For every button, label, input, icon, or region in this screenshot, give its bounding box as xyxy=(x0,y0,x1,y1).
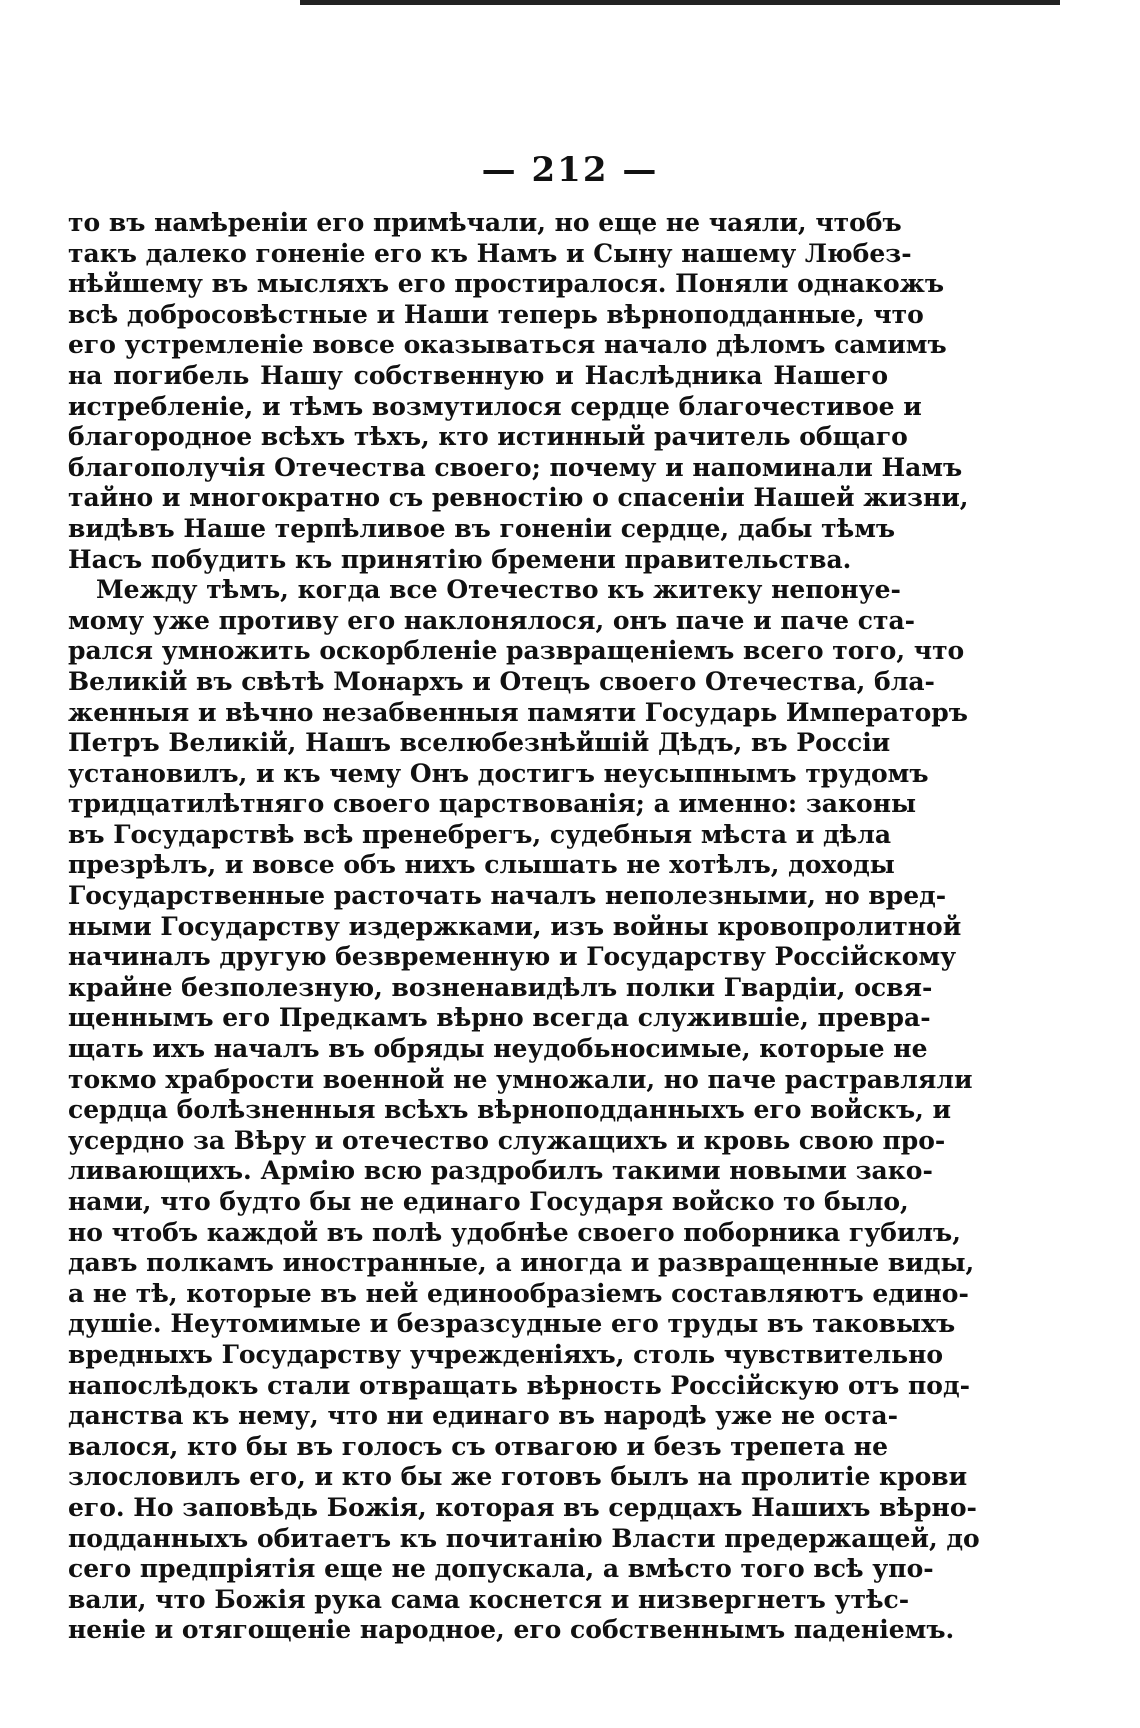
text-line: истребленіе, и тѣмъ возмутилося сердце благочестивое и xyxy=(68,391,922,421)
text-line: душіе. Неутомимые и безразсудные его труды въ таковыхъ xyxy=(68,1309,956,1339)
text-line: вали, что Божія рука сама коснется и низвергнетъ утѣс- xyxy=(68,1584,910,1614)
text-line: валося, кто бы въ голосъ съ отвагою и безъ трепета не xyxy=(68,1431,888,1461)
text-line: Насъ побудить къ принятію бремени правительства. xyxy=(68,544,852,574)
top-edge-rule xyxy=(300,0,1060,5)
text-line: нами, что будто бы не единаго Государя войско то было, xyxy=(68,1187,909,1216)
text-line: то въ намѣреніи его примѣчали, но еще не чаяли, чтобъ xyxy=(68,208,902,237)
text-line: Между тѣмъ, когда все Отечество къ житеку непонуе- xyxy=(96,575,901,605)
text-line: установилъ, и къ чему Онъ достигъ неусыпнымъ трудомъ xyxy=(68,758,929,788)
text-line: въ Государствѣ всѣ пренебрегъ, судебныя мѣста и дѣла xyxy=(68,819,892,849)
text-line: Государственные расточать началъ неполезными, но вред- xyxy=(68,881,947,911)
text-line: неніе и отягощеніе народное, его собственнымъ паденіемъ. xyxy=(68,1615,955,1645)
text-line: вредныхъ Государству учрежденіяхъ, столь чувствительно xyxy=(68,1339,944,1369)
text-line: рался умножить оскорбленіе развращеніемъ всего того, что xyxy=(68,636,965,666)
text-line: напослѣдокъ стали отвращать вѣрность Россійскую отъ под- xyxy=(68,1370,971,1400)
text-line: щеннымъ его Предкамъ вѣрно всегда служившіе, превра- xyxy=(68,1003,931,1033)
text-line: нѣйшему въ мысляхъ его простиралося. Поняли однакожъ xyxy=(68,269,945,299)
text-line: ными Государству издержками, изъ войны кровопролитной xyxy=(68,911,962,941)
text-line: усердно за Вѣру и отечество служащихъ и кровь свою про- xyxy=(68,1125,946,1155)
text-line: сего предпріятія еще не допускала, а вмѣсто того всѣ упо- xyxy=(68,1554,934,1584)
text-line: сердца болѣзненныя всѣхъ вѣрноподданныхъ его войскъ, и xyxy=(68,1095,952,1125)
text-line: мому уже противу его наклонялося, онъ паче и паче ста- xyxy=(68,605,916,635)
text-line: тридцатилѣтняго своего царствованія; а именно: законы xyxy=(68,789,917,819)
text-line: а не тѣ, которые въ ней единообразіемъ составляютъ едино- xyxy=(68,1278,969,1308)
text-line: на погибель Нашу собственную и Наслѣдника Нашего xyxy=(68,360,888,390)
body-text xyxy=(68,208,980,1646)
text-line: его. Но заповѣдь Божія, которая въ сердцахъ Нашихъ вѣрно- xyxy=(68,1492,977,1522)
text-line: Петръ Великій, Нашъ вселюбезнѣйшій Дѣдъ, въ Россіи xyxy=(68,728,891,758)
text-line: злословилъ его, и кто бы же готовъ былъ на пролитіе крови xyxy=(68,1462,968,1492)
text-line: ливающихъ. Армію всю раздробилъ такими новыми зако- xyxy=(68,1156,933,1186)
text-line: женныя и вѣчно незабвенныя памяти Государь Императоръ xyxy=(68,697,968,727)
text-line: благополучія Отечества своего; почему и напоминали Намъ xyxy=(68,452,963,482)
text-line: его устремленіе вовсе оказываться начало дѣломъ самимъ xyxy=(68,330,947,360)
text-line: токмо храбрости военной не умножали, но паче растравляли xyxy=(68,1064,973,1094)
text-line: такъ далеко гоненіе его къ Намъ и Сыну нашему Любез- xyxy=(68,238,912,268)
text-line: крайне безполезную, возненавидѣлъ полки Гвардіи, освя- xyxy=(68,972,933,1002)
text-line: но чтобъ каждой въ полѣ удобнѣе своего поборника губилъ, xyxy=(68,1217,961,1247)
text-line: Великій въ свѣтѣ Монархъ и Отецъ своего Отечества, бла- xyxy=(68,666,935,696)
text-line: видѣвъ Наше терпѣливое въ гоненіи сердце, дабы тѣмъ xyxy=(68,513,896,543)
text-line: благородное всѣхъ тѣхъ, кто истинный рачитель общаго xyxy=(68,422,908,452)
text-line: начиналъ другую безвременную и Государству Россійскому xyxy=(68,942,957,972)
text-line: давъ полкамъ иностранные, а иногда и развращенные виды, xyxy=(68,1248,975,1278)
text-line: данства къ нему, что ни единаго въ народѣ уже не оста- xyxy=(68,1401,899,1431)
text-line: презрѣлъ, и вовсе объ нихъ слышать не хотѣлъ, доходы xyxy=(68,850,895,880)
page-number: — 212 — xyxy=(481,150,659,190)
text-line: тайно и многократно съ ревностію о спасеніи Нашей жизни, xyxy=(68,483,969,513)
text-line: щать ихъ началъ въ обряды неудобьносимые, которые не xyxy=(68,1034,928,1064)
text-line: подданныхъ обитаетъ къ почитанію Власти предержащей, до xyxy=(68,1523,980,1553)
text-line: всѣ добросовѣстные и Наши теперь вѣрноподданные, что xyxy=(68,299,924,329)
